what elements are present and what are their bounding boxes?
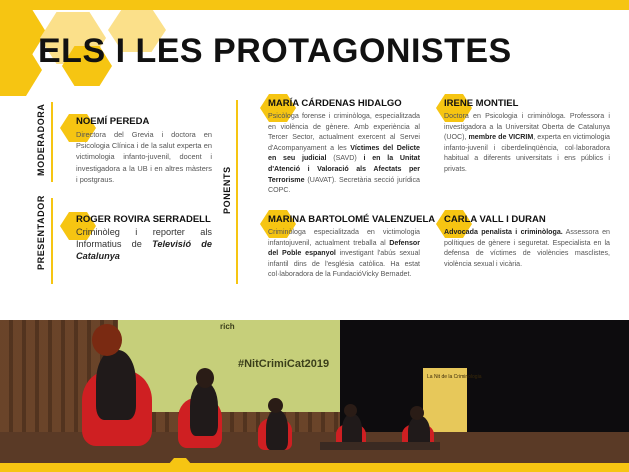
ponent-description-text: Doctora en Psicologia i criminòloga. Professora i investigadora a la Universitat Oberta de Catalunya (UOC),: [444, 112, 610, 142]
label-ponents: PONENTS: [222, 166, 232, 214]
speaker-head: [92, 324, 122, 356]
moderadora-card: [64, 116, 212, 185]
divider-line: [51, 198, 53, 284]
ponent-name: CARLA VALL I DURAN: [444, 214, 546, 225]
ponent-description: [268, 227, 420, 280]
speaker-head: [344, 404, 357, 417]
ponent-description-bold: i en la Unitat d'Atenció i Valoració als Afectats per Terrorisme: [268, 154, 420, 184]
ponent-name: IRENE MONTIEL: [444, 98, 519, 109]
ponent-name: MARINA BARTOLOMÉ VALENZUELA: [268, 214, 436, 225]
divider-line: [236, 100, 238, 284]
presentador-description-bold: Televisió de Catalunya: [76, 238, 212, 261]
speaker-head: [196, 368, 214, 388]
ponent-description: [444, 227, 610, 269]
ponent-description-text: Assessora en polítiques de gènere i seguretat. Especialista en la defensa de víctimes de violències masclistes, violència sexual i vicària.: [444, 228, 610, 268]
decor-hexagon: [0, 44, 42, 96]
stage-table: [320, 442, 440, 450]
ponent-description-text: Psicòloga forense i criminòloga, especialitzada en violència de gènere. Amb experiència al Tercer Sector, actualment exercent al Servei d'Acompanyament a les: [268, 112, 420, 152]
ponent-description-text: , experta en victimologia infanto-juvenil i ciberdelinqüència, col·laboradora habitual a diferents universitats i ens públics i privats.: [444, 133, 610, 173]
ponent-card: [262, 98, 420, 196]
divider-line: [51, 102, 53, 182]
speaker-figure: [190, 382, 218, 436]
ponent-description-bold: Defensor del Poble espanyol: [268, 238, 420, 258]
speaker-head: [268, 398, 283, 413]
label-presentador: PRESENTADOR: [36, 195, 46, 270]
top-accent-bar: [0, 0, 629, 10]
ponent-description: [444, 111, 610, 175]
screen-text: rich: [220, 322, 235, 331]
moderadora-description: Directora del Grevia i doctora en Psicologia Clínica i de la salut experta en victimologia infanto-juvenil, docent i investigadora a la UB i en altres màsters i postgraus.: [76, 130, 212, 184]
ponent-description-bold: Advocada penalista i criminòloga.: [444, 228, 563, 236]
ponent-description-bold: Víctimes del Delicte en seu judicial: [268, 143, 420, 163]
presentador-card: [64, 214, 212, 262]
moderadora-name: NOEMÍ PEREDA: [76, 116, 150, 127]
ponent-card: [438, 214, 610, 269]
speaker-figure: [266, 410, 288, 450]
speaker-figure: [96, 350, 136, 420]
ponent-description-text: (SAVD): [326, 154, 364, 163]
ponent-card: [262, 214, 436, 280]
ponent-description: [268, 111, 420, 196]
presentador-name: ROGER ROVIRA SERRADELL: [76, 214, 211, 225]
bottom-accent-bar: [0, 463, 629, 472]
banner-text: La Nit de la Criminologia: [427, 374, 482, 380]
page-title: ELS I LES PROTAGONISTES: [38, 32, 512, 70]
ponent-name: MARÍA CÁRDENAS HIDALGO: [268, 98, 402, 109]
ponent-description-text: investigant l'abús sexual infantil dins de l'església catòlica. Ha estat col·laboradora de la FundacióVicky Bernadet.: [268, 249, 420, 279]
presentador-description-text: Criminòleg i reporter als Informatius de: [76, 227, 212, 249]
ponent-card: [438, 98, 610, 175]
ponent-description-text: Criminòloga especialitzada en victimologia infantojuvenil, actualment treballa al: [268, 228, 420, 247]
event-photo: [0, 320, 629, 463]
screen-hashtag: #NitCrimiCat2019: [238, 358, 330, 370]
speaker-head: [410, 406, 424, 420]
presentador-description: [76, 227, 212, 262]
ponent-description-text: (UAVAT). Secretària secció jurídica COPC.: [268, 175, 420, 195]
ponent-description-bold: membre de VICRIM: [468, 133, 534, 142]
label-moderadora: MODERADORA: [36, 103, 46, 176]
